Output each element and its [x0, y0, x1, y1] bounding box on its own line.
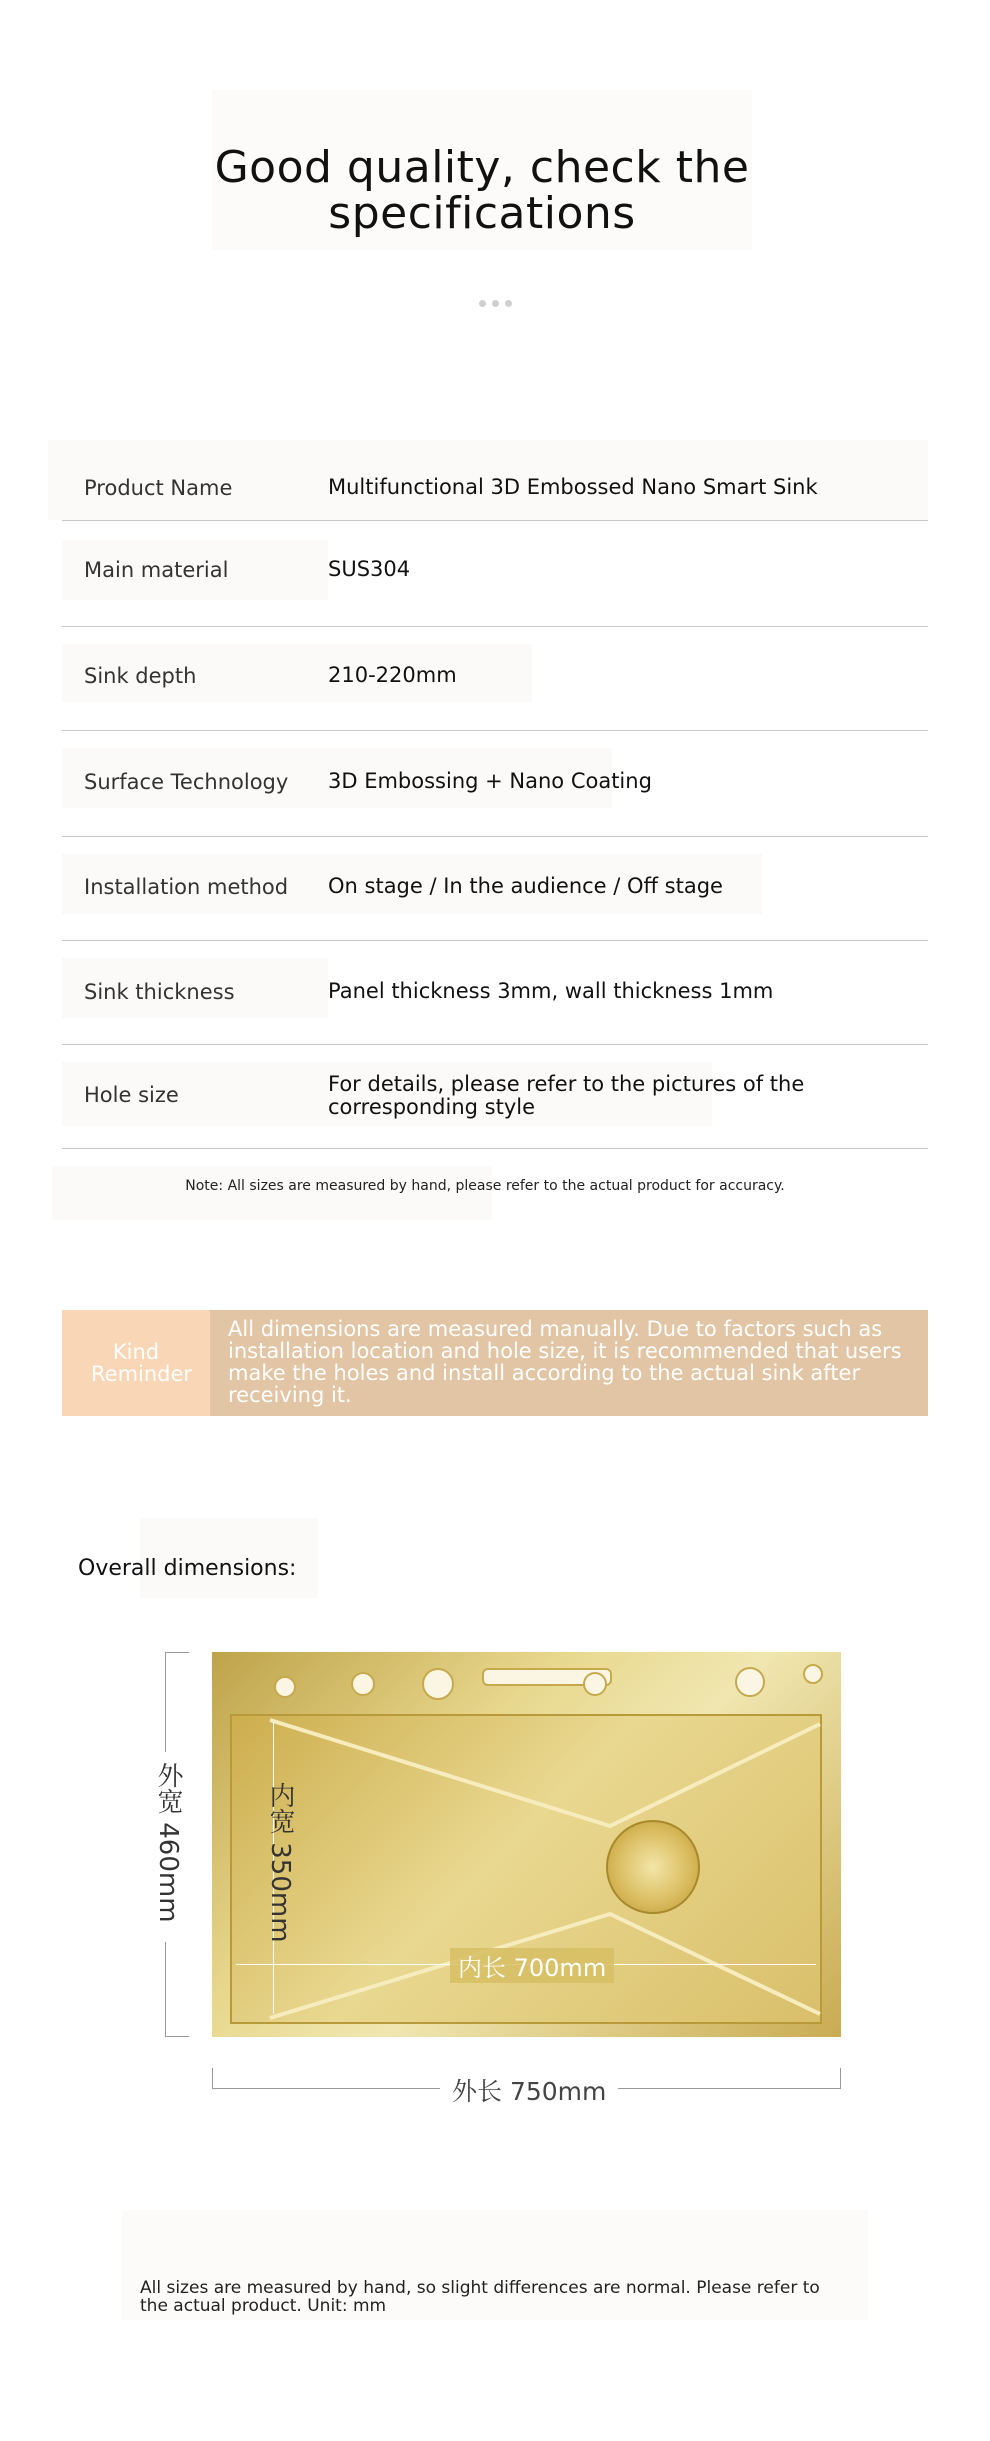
table-divider [62, 730, 928, 731]
inner-length-label: 内长 700mm [450, 1948, 614, 1983]
spec-value-product-name: Multifunctional 3D Embossed Nano Smart Sink [328, 475, 818, 499]
table-divider [62, 836, 928, 837]
dot [492, 300, 499, 307]
table-divider [62, 940, 928, 941]
reminder-label-text: Kind Reminder [91, 1340, 193, 1386]
spec-label-main-material: Main material [84, 558, 229, 582]
spec-label-surface-technology: Surface Technology [84, 770, 289, 794]
sink-hole [422, 1668, 454, 1700]
decorative-dots [0, 292, 990, 311]
dot [479, 300, 486, 307]
sink-hole [351, 1672, 375, 1696]
spec-label-product-name: Product Name [84, 476, 233, 500]
outer-length-label: 外长 750mm [440, 2072, 618, 2108]
spec-value-main-material: SUS304 [328, 557, 411, 581]
outer-width-label: 外宽 460mm [153, 1762, 183, 1923]
measurement-note: Note: All sizes are measured by hand, please refer to the actual product for accuracy. [185, 1178, 785, 1194]
spec-label-installation-method: Installation method [84, 875, 289, 899]
spec-value-sink-depth: 210-220mm [328, 663, 457, 687]
spec-value-installation-method: On stage / In the audience / Off stage [328, 874, 723, 898]
overall-dimensions-title: Overall dimensions: [78, 1556, 297, 1581]
table-divider [62, 1148, 928, 1149]
emboss-line-top [270, 1720, 820, 1826]
bottom-note: All sizes are measured by hand, so slight differences are normal. Please refer to the actual product. Unit: mm [140, 2278, 820, 2316]
sink-hole [803, 1664, 823, 1684]
reminder-text: All dimensions are measured manually. Due to factors such as installation location and hole size, it is recommended that users make the holes and install according to the actual sink after receiving it. [210, 1310, 928, 1416]
outer-width-tick-top [165, 1652, 189, 1653]
inner-width-label: 内宽 350mm [265, 1782, 295, 1943]
outer-width-tick-bottom [165, 2036, 189, 2037]
spec-label-sink-thickness: Sink thickness [84, 980, 235, 1004]
drain-icon [606, 1820, 700, 1914]
outer-length-tick-right [840, 2068, 841, 2088]
table-divider [62, 520, 928, 521]
sink-hole [274, 1676, 296, 1698]
page-title: Good quality, check the specifications [214, 142, 750, 239]
table-divider [62, 1044, 928, 1045]
spec-value-surface-technology: 3D Embossing + Nano Coating [328, 769, 652, 793]
sink-hole [583, 1672, 607, 1696]
spec-label-hole-size: Hole size [84, 1083, 179, 1107]
sink-hole [735, 1667, 765, 1697]
spec-label-sink-depth: Sink depth [84, 664, 197, 688]
table-divider [62, 626, 928, 627]
reminder-label [62, 1310, 210, 1416]
dot [505, 300, 512, 307]
outer-length-tick-left [212, 2068, 213, 2088]
spec-value-hole-size: For details, please refer to the pictures of the corresponding style [328, 1072, 805, 1119]
spec-value-sink-thickness: Panel thickness 3mm, wall thickness 1mm [328, 979, 774, 1003]
